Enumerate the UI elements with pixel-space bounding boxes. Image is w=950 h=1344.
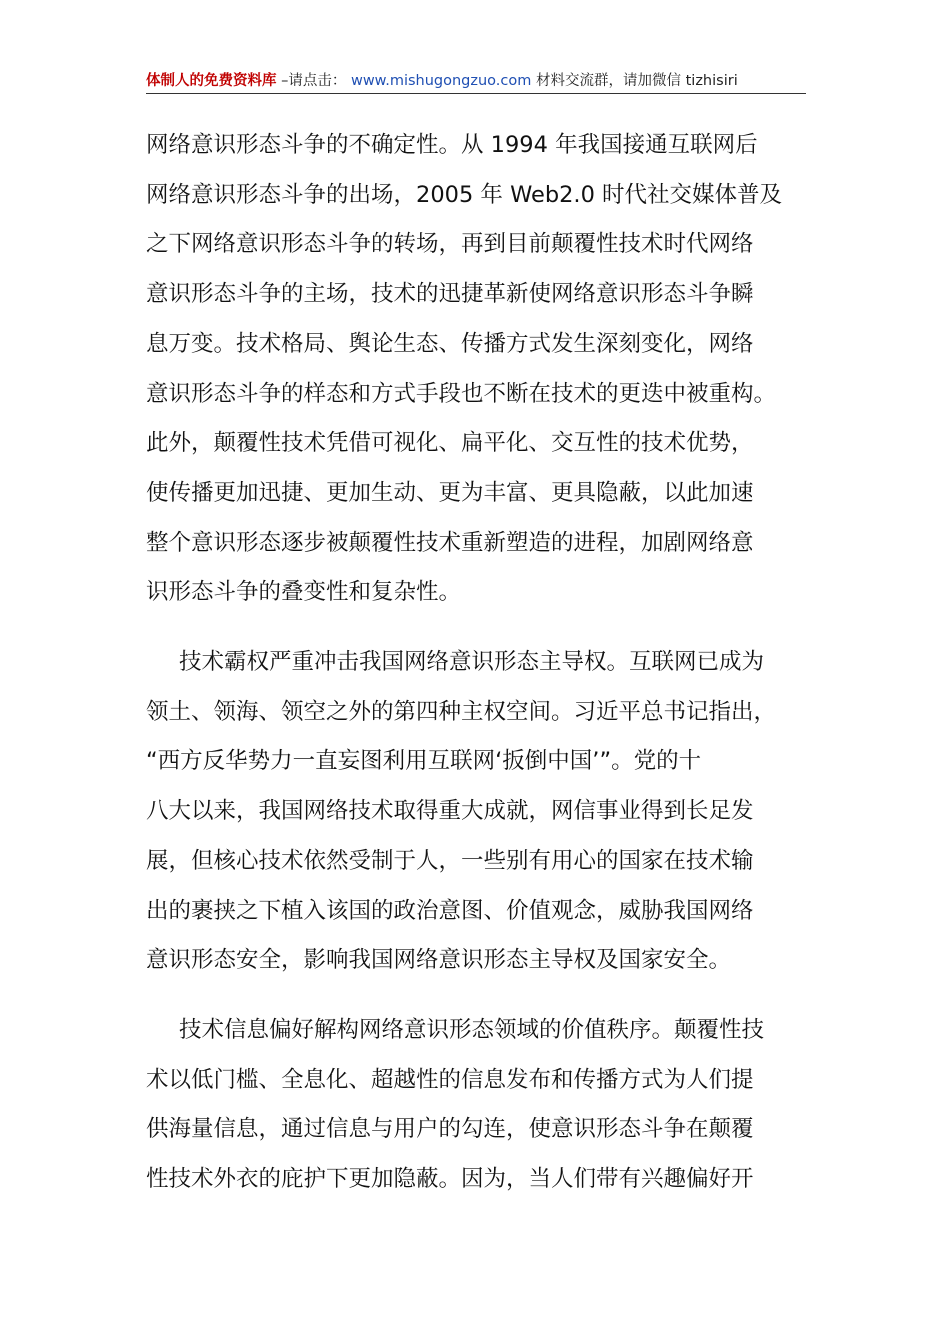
text-line: 技术霸权严重冲击我国网络意识形态主导权。互联网已成为 (179, 649, 765, 676)
header-note: 材料交流群，请加微信 tizhisiri (536, 73, 738, 89)
text-line: 意识形态斗争的样态和方式手段也不断在技术的更迭中被重构。 (146, 380, 777, 407)
header-website-link[interactable]: www.mishugongzuo.com (350, 73, 532, 89)
paragraph-gap (146, 986, 810, 1006)
text-line: 使传播更加迅捷、更加生动、更为丰富、更具隐蔽，以此加速 (146, 479, 754, 506)
text-line: 八大以来，我国网络技术取得重大成就，网信事业得到长足发 (146, 798, 754, 825)
text-line: 意识形态安全，影响我国网络意识形态主导权及国家安全。 (146, 947, 732, 974)
paragraph-1 (146, 121, 810, 618)
paragraph-3 (146, 1006, 810, 1205)
text-line: 息万变。技术格局、舆论生态、传播方式发生深刻变化，网络 (146, 330, 754, 357)
text-line: 意识形态斗争的主场，技术的迅捷革新使网络意识形态斗争瞬 (146, 281, 754, 308)
text-line: 供海量信息，通过信息与用户的勾连，使意识形态斗争在颠覆 (146, 1116, 754, 1143)
text-line: 网络意识形态斗争的不确定性。从 1994 年我国接通互联网后 (146, 132, 758, 158)
text-line: 技术信息偏好解构网络意识形态领域的价值秩序。颠覆性技 (179, 1016, 765, 1043)
text-line: 出的裹挟之下植入该国的政治意图、价值观念，威胁我国网络 (146, 897, 754, 924)
header-prompt: –请点击： (281, 73, 347, 89)
text-line: 展，但核心技术依然受制于人，一些别有用心的国家在技术输 (146, 847, 754, 874)
text-line: 整个意识形态逐步被颠覆性技术重新塑造的进程，加剧网络意 (146, 529, 754, 556)
text-line: 网络意识形态斗争的出场，2005 年 Web2.0 时代社交媒体普及 (146, 181, 783, 208)
paragraph-2 (146, 638, 810, 986)
text-line: “西方反华势力一直妄图利用互联网‘扳倒中国’”。党的十 (146, 748, 702, 775)
text-line: 术以低门槛、全息化、超越性的信息发布和传播方式为人们提 (146, 1066, 754, 1093)
text-line: 性技术外衣的庇护下更加隐蔽。因为，当人们带有兴趣偏好开 (146, 1166, 754, 1193)
header-brand: 体制人的免费资料库 (146, 73, 277, 89)
paragraph-gap (146, 618, 810, 638)
text-line: 此外，颠覆性技术凭借可视化、扁平化、交互性的技术优势， (146, 430, 754, 457)
page-header (146, 70, 806, 94)
text-line: 领土、领海、领空之外的第四种主权空间。习近平总书记指出， (146, 698, 777, 725)
text-line: 识形态斗争的叠变性和复杂性。 (146, 579, 462, 606)
text-line: 之下网络意识形态斗争的转场，再到目前颠覆性技术时代网络 (146, 231, 754, 258)
document-body (146, 121, 810, 1205)
